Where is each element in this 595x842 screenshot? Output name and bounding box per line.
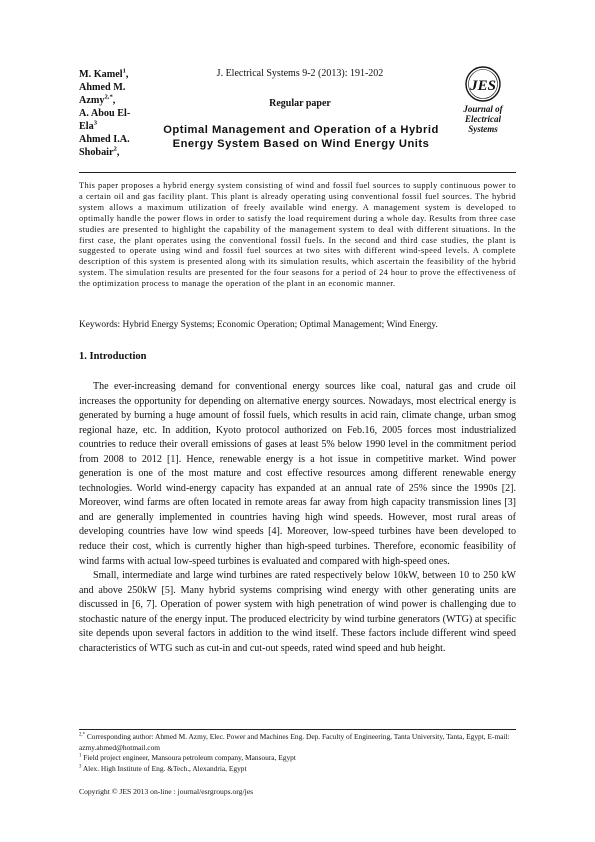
copyright-notice: Copyright © JES 2013 on-line : journal/esrgroups.org/jes (79, 787, 254, 796)
author-list (79, 68, 151, 159)
author-line: A. Abou El- (79, 108, 131, 119)
author-line: Ahmed I.A. (79, 134, 130, 145)
author-line: Shobair$^2$, (79, 145, 120, 158)
author-line: Ahmed M. (79, 82, 126, 93)
abstract: This paper proposes a hybrid energy system consisting of wind and fossil fuel sources to supply continuous power to a certain oil and gas facility plant. This plant is already operating using conventional fossil fuel sources. The hybrid system allows a maximum utilization of freely available wind energy. A management system is developed to optimally handle the power flows in order to satisfy the load requirement during a whole day. Results from three case studies are presented to highlight the capability of the management system to deal with different situations. In the first case, the plant operates using the conventional fossil fuels. In the second and third case studies, the plant is suggested to operate using wind and fossil fuel sources at two sites with different wind-speed levels. A complete description of this system is presented along with its simulation results, which ascertain the feasibility of the hybrid system. The simulation results are presented for the four seasons for a period of 24 hour to prove the effectiveness of the optimization process to manage the operation of the plant in an economic manner. (79, 181, 516, 289)
footnotes (79, 732, 516, 774)
author-line: M. Kamel$^1$, (79, 67, 129, 80)
author-line: Azmy$^{2,*}$, (79, 93, 116, 106)
footnote-divider (79, 729, 516, 730)
footnote: $^{2,*}$ Corresponding author: Ahmed M. Azmy, Elec. Power and Machines Eng. Dep. Faculty of Engineering, Tanta University, Tanta, Egypt, E-mail: azmy.ahmed@hotmail.com (79, 732, 510, 752)
header-divider (79, 172, 516, 173)
logo-mark: JES (470, 78, 496, 94)
logo-line-3: Systems (468, 124, 498, 134)
journal-citation: J. Electrical Systems 9-2 (2013): 191-202 (216, 68, 384, 79)
footnote: $^1$ Field project engineer, Mansoura petroleum company, Mansoura, Egypt (79, 753, 296, 763)
section-heading: 1. Introduction (79, 351, 147, 362)
paragraph: Small, intermediate and large wind turbines are rated respectively below 10kW, between 10 to 250 kW and above 250kW [5]. Many hybrid systems comprising wind energy with other generating units are discussed in [6, 7]. Operation of power system with high penetration of wind power is challenging due to stochastic nature of the energy input. The produced electricity by wind turbine generators (WTG) at specific site depends upon several factors in addition to the wind itself. These factors include different wind speed characteristics of WTG such as cut-in and cut-out speeds, rated wind speed and hub height. (79, 570, 516, 654)
logo-line-1: Journal of (463, 104, 503, 114)
section-body (79, 380, 516, 656)
author-line: Ela$^3$ (79, 119, 98, 132)
paper-type: Regular paper (269, 98, 331, 109)
paper-title: Optimal Management and Operation of a Hybrid Energy System Based on Wind Energy Units (163, 124, 439, 150)
paragraph: The ever-increasing demand for conventional energy sources like coal, natural gas and crude oil increases the opportunity for depending on alternative energy sources. Nowadays, most electrical energy is generated by burning a huge amount of fossil fuels, which results in acid rain, climate change, urban smog regional haze, etc. In addition, Kyoto protocol authorized on Feb.16, 2005 forces most industrialized countries to reduce their overall emissions of gases at least 5% below 1990 level in the commitment period from 2008 to 2012 [1]. Hence, renewable energy is a hot issue in competitive market. Wind power generation is one of the most mature and cost effective resources among different renewable energy technologies. World wind-energy capacity has expanded at an annual rate of 25% since the 1990s [2]. Moreover, wind farms are often located in remote areas far away from high capacity transmission lines [3] and are generally implemented in countries having high wind speeds. However, most rural areas of developing countries have low wind speeds [4]. Moreover, low-speed turbines have been developed to reduce their cost, which is currently higher than high-speed turbines. Therefore, economic feasibility of wind farms with actual low-speed turbines is evaluated and compared with high-speed ones. (79, 381, 516, 567)
logo-line-2: Electrical (465, 114, 501, 124)
journal-logo-icon (448, 62, 518, 142)
footnote: $^3$ Alex. High Institute of Eng. &Tech., Alexandria, Egypt (79, 763, 247, 773)
keywords: Keywords: Hybrid Energy Systems; Economic Operation; Optimal Management; Wind Energy. (79, 320, 438, 330)
